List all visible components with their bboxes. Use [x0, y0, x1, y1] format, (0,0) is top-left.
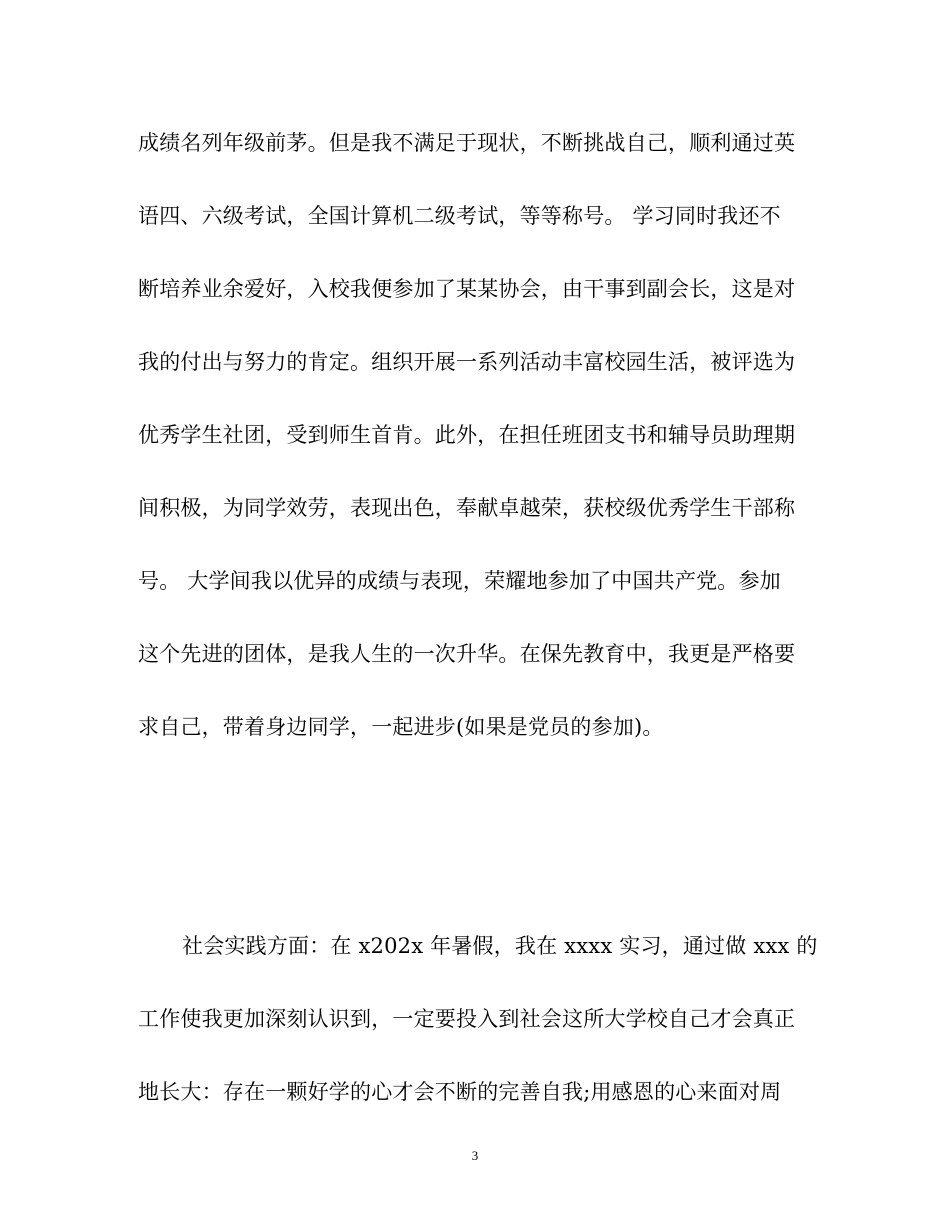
paragraph-2-line-3: 地长大：存在一颗好学的心才会不断的完善自我;用感恩的心来面对周 [138, 1080, 782, 1104]
paragraph-1-line-8: 这个先进的团体，是我人生的一次升华。在保先教育中，我更是严格要 [138, 642, 796, 666]
paragraph-2-line-2: 工作使我更加深刻认识到，一定要投入到社会这所大学校自己才会真正 [138, 1007, 796, 1031]
paragraph-1-line-7: 号。 大学间我以优异的成绩与表现，荣耀地参加了中国共产党。参加 [138, 569, 781, 593]
paragraph-1-line-3: 断培养业余爱好，入校我便参加了某某协会，由干事到副会长，这是对 [138, 277, 796, 301]
page-number: 3 [471, 1148, 479, 1163]
paragraph-1-line-5: 优秀学生社团，受到师生首肯。此外，在担任班团支书和辅导员助理期 [138, 423, 796, 447]
paragraph-1-line-9: 求自己，带着身边同学，一起进步(如果是党员的参加)。 [138, 715, 664, 739]
paragraph-1-line-1: 成绩名列年级前茅。但是我不满足于现状，不断挑战自己，顺利通过英 [138, 131, 796, 155]
paragraph-1-line-2: 语四、六级考试，全国计算机二级考试，等等称号。 学习同时我还不 [138, 204, 781, 228]
paragraph-1-line-6: 间积极，为同学效劳，表现出色，奉献卓越荣，获校级优秀学生干部称 [138, 496, 796, 520]
paragraph-1-line-4: 我的付出与努力的肯定。组织开展一系列活动丰富校园生活，被评选为 [138, 350, 796, 374]
paragraph-2-line-1: 社会实践方面：在 x202x 年暑假，我在 xxxx 实习，通过做 xxx 的 [182, 934, 818, 958]
